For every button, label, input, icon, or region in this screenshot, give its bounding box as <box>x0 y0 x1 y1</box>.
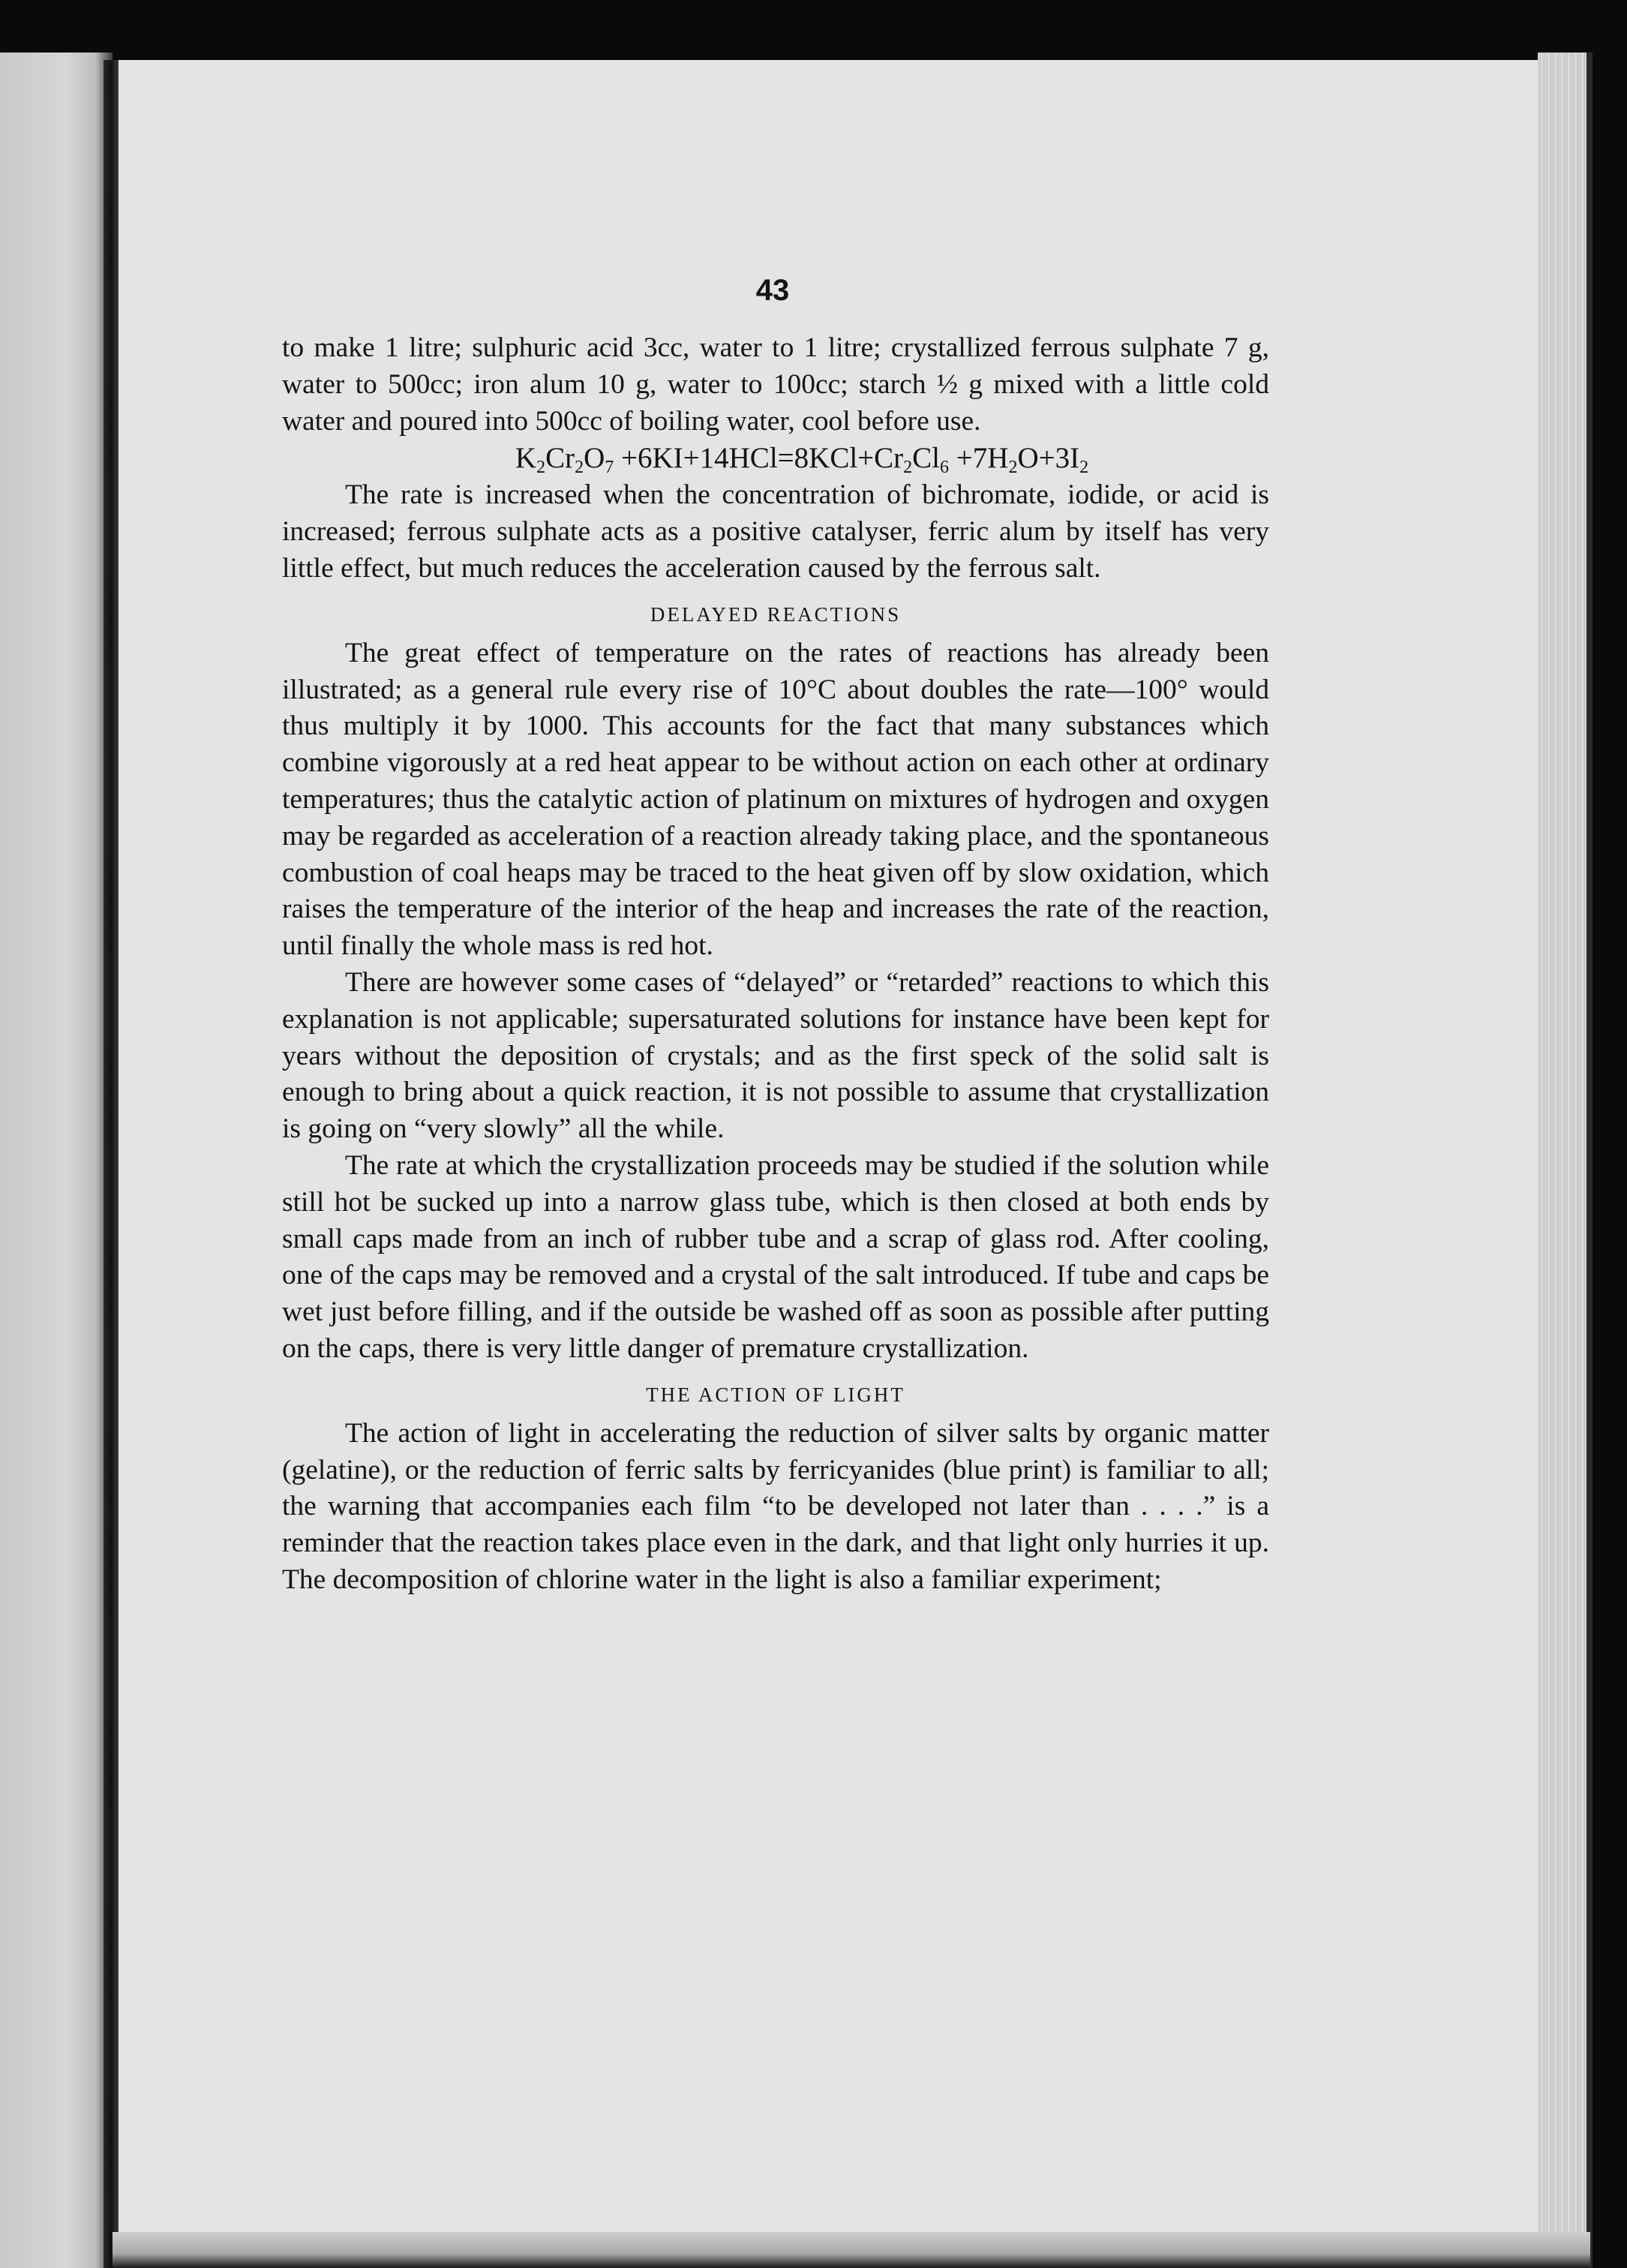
equation-term: +7H <box>949 442 1009 475</box>
paragraph-crystallization: The rate at which the crystallization proceeds may be studied if the solution while still hot be sucked up into a narrow glass tube, which is then closed at both ends by small caps made from an inch of rubber tube and a scrap of glass rod. After cooling, one of the caps may be removed and a crystal of the salt introduced. If tube and caps be wet just before filling, and if the outside be washed off as soon as possible after putting on the caps, there is very little danger of premature crystallization. <box>282 1149 1269 1364</box>
equation-term: K <box>515 442 537 475</box>
paragraph-temperature: The great effect of temperature on the rates of reactions has already been illustrated; as a general rule every rise of 10°C about doubles the rate—100° would thus multiply it by 1000. This accounts for the fact that many substances which combine vigorously at a red heat appear to be without action on each other at ordinary temperatures; thus the catalytic action of platinum on mixtures of hydrogen and oxygen may be regarded as acceleration of a reaction already taking place, and the spontaneous combustion of coal heaps may be traced to the heat given off by slow oxidation, which raises the temperature of the interior of the heap and increases the rate of the reaction, until finally the whole mass is red hot. <box>282 637 1269 962</box>
equation-subscript: 6 <box>940 458 950 478</box>
chemical-equation <box>282 440 1269 477</box>
paragraph-reagents: to make 1 litre; sulphuric acid 3cc, water to 1 litre; crystallized ferrous sulphate 7 g, water to 500cc; iron alum 10 g, water to 100cc; starch ½ g mixed with a little cold water and poured into 500cc of boiling water, cool before use. <box>282 332 1269 437</box>
equation-subscript: 7 <box>605 458 614 478</box>
equation-term: Cl <box>912 442 941 475</box>
paragraph-rate: The rate is increased when the concentration of bichromate, iodide, or acid is increased; ferrous sulphate acts as a positive catalyser, ferric alum by itself has very little effect, but much reduces the acceleration caused by the ferrous salt. <box>282 479 1269 584</box>
equation-subscript: 2 <box>536 458 546 478</box>
equation-term: O <box>584 442 605 475</box>
equation-term: O+3I <box>1017 442 1080 475</box>
paragraph-delayed: There are however some cases of “delayed” or “retarded” reactions to which this explanation is not applicable; supersaturated solutions for instance have been kept for years without the deposition of crystals; and as the first speck of the solid salt is enough to bring about a quick reaction, it is not possible to assume that crystallization is going on “very slowly” all the while. <box>282 966 1269 1145</box>
equation-subscript: 2 <box>1079 458 1089 478</box>
equation-term: Cr <box>545 442 575 475</box>
page-number: 43 <box>755 274 790 307</box>
heading-delayed-reactions: DELAYED REACTIONS <box>650 602 902 626</box>
equation-subscript: 2 <box>903 458 913 478</box>
bottom-page-edge <box>113 2232 1590 2268</box>
text-block <box>282 330 1269 1599</box>
left-page-edge <box>0 53 113 2268</box>
equation-subscript: 2 <box>1008 458 1018 478</box>
book-gutter <box>104 60 119 2268</box>
right-edge-shadow <box>1586 53 1592 2268</box>
right-page-edges <box>1538 53 1590 2268</box>
paragraph-light: The action of light in accelerating the reduction of silver salts by organic matter (gelatine), or the reduction of ferric salts by ferricyanides (blue print) is familiar to all; the warning that accompanies each film “to be developed not later than . . . .” is a reminder that the reaction takes place even in the dark, and that light only hurries it up. The decomposition of chlorine water in the light is also a familiar experiment; <box>282 1417 1269 1595</box>
equation-subscript: 2 <box>575 458 584 478</box>
equation-term: +6KI+14HCl=8KCl+Cr <box>614 442 904 475</box>
heading-action-of-light: THE ACTION OF LIGHT <box>646 1383 905 1406</box>
